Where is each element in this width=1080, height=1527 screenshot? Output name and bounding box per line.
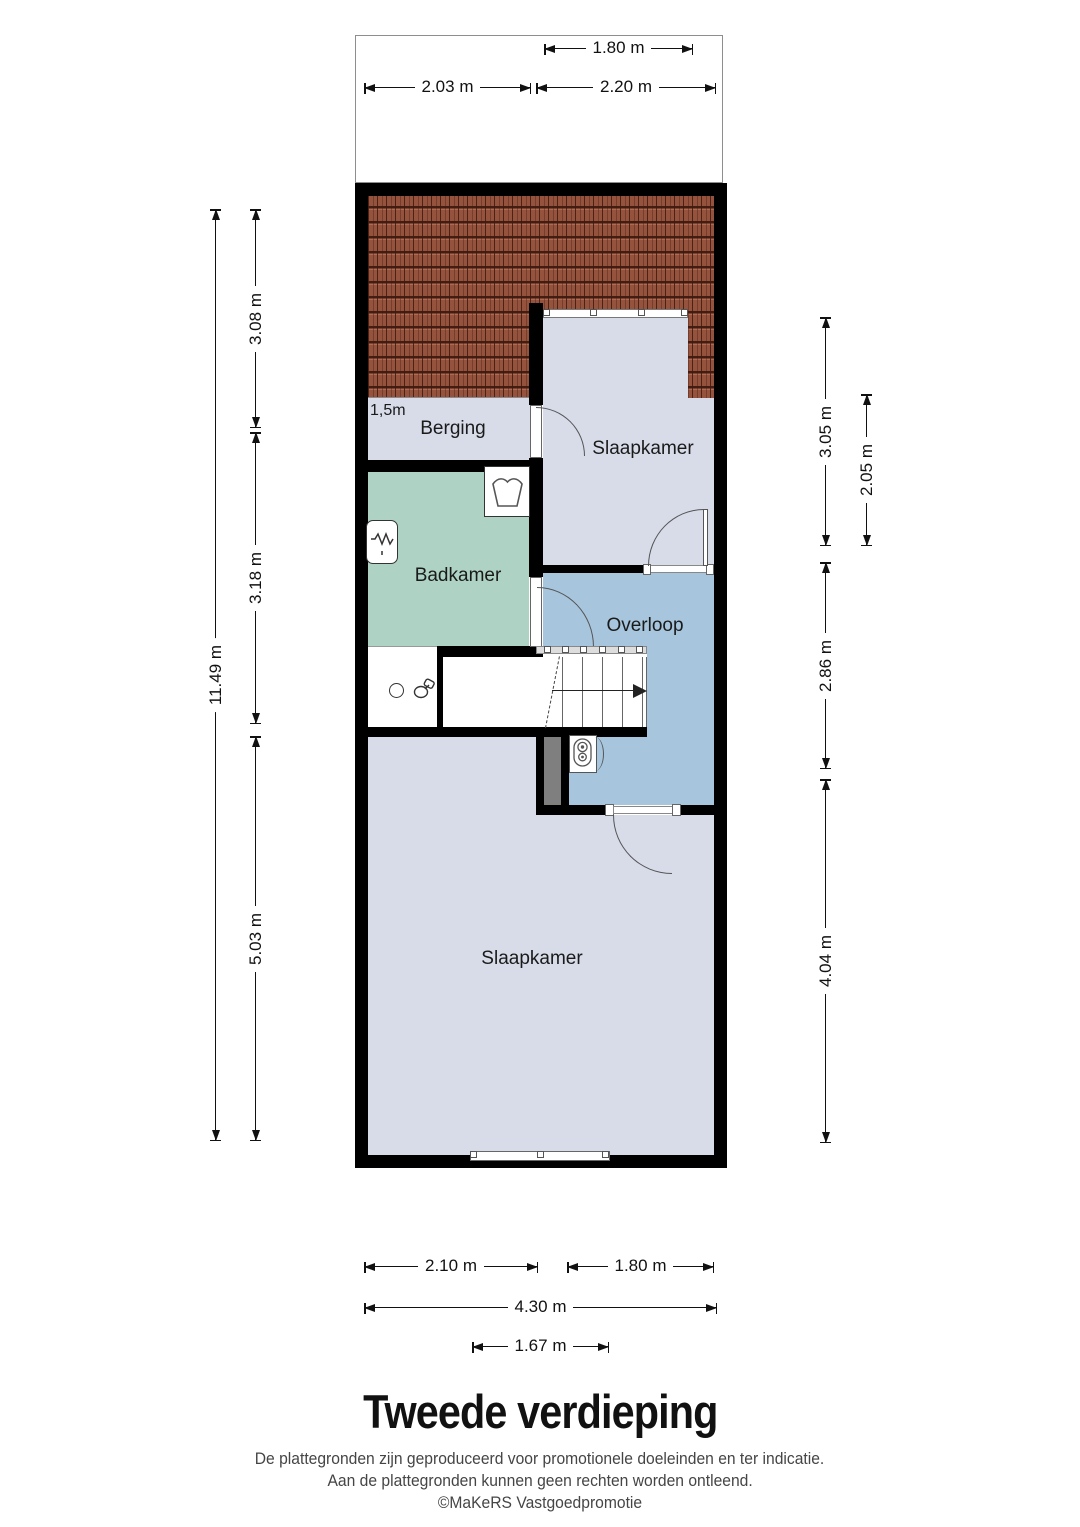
wall-shaft-right [561,737,569,810]
dimension-label: 4.30 m [508,1297,574,1317]
toilet-icon [569,735,597,773]
dimension-top-left [365,77,530,97]
dimension-label: 2.05 m [857,437,877,503]
dimension-top-dormer-right [545,38,692,58]
dimension-label: 1.80 m [608,1256,674,1276]
room-height-marker: 1,5m [370,402,406,419]
dimension-left-total [206,210,225,1140]
room-slaapkamer-onder-a [368,737,536,815]
wall-overloop-bottom-left [544,805,613,815]
window-post [590,309,597,316]
dimension-top-right [537,77,715,97]
wall-shaft-left [536,737,544,815]
balustrade-post [599,646,606,653]
window-post [681,309,688,316]
wall-slaapkamer-boven-bottom [529,565,643,573]
dimension-label: 2.03 m [415,77,481,97]
dimension-right-seg2 [816,563,835,768]
faucet-icon [412,676,438,702]
dimension-label: 3.18 m [246,545,266,611]
disclaimer-line-1: De plattegronden zijn geproduceerd voor promotionele doeleinden en ter indicatie. [255,1449,825,1468]
window-post [543,309,550,316]
stairs-balustrade [536,646,647,654]
dimension-label: 3.05 m [816,399,836,465]
dimension-label: 4.04 m [816,928,836,994]
dimension-bottom-left [365,1256,537,1276]
radiator-icon [366,520,398,564]
stair-tread [602,657,603,727]
stairs-direction-line [552,690,634,691]
dimension-left-seg1 [246,210,265,427]
dimension-right-inner [857,395,876,545]
dimension-right-seg1 [816,318,835,545]
window-slaapkamer-boven [543,309,688,318]
balustrade-post [618,646,625,653]
dimension-label: 11.49 m [206,638,226,712]
window-post [470,1151,477,1158]
wall-top [355,183,727,196]
stair-tread [562,657,563,727]
dimension-right-seg3 [816,780,835,1142]
dimension-label: 5.03 m [246,906,266,972]
dimension-label: 1.67 m [508,1336,574,1356]
dimension-label: 2.10 m [418,1256,484,1276]
dimension-bottom-total [365,1297,716,1317]
room-label-berging: Berging [420,418,486,439]
door-slaapkamer-onder-leaf [613,806,674,814]
dimension-label: 1.80 m [586,38,652,58]
wall-badkamer-right [529,472,543,577]
door-frame [672,804,681,816]
dimension-label: 2.20 m [593,77,659,97]
room-label-slaapkamer-boven: Slaapkamer [592,438,694,459]
duct-shaft [544,737,561,806]
window-slaapkamer-onder [470,1151,610,1161]
balustrade-post [562,646,569,653]
balustrade-post [544,646,551,653]
dimension-bottom-right [568,1256,713,1276]
wall-right [714,183,727,1168]
window-post [537,1151,544,1158]
room-slaapkamer-boven-a [543,309,688,398]
dimension-left-seg3 [246,737,265,1140]
stair-tread [622,657,623,727]
room-label-slaapkamer-onder: Slaapkamer [481,948,583,969]
dimension-label: 2.86 m [816,633,836,699]
room-label-overloop: Overloop [606,615,684,636]
stairs [443,657,647,727]
room-overloop-b [647,653,714,805]
washing-machine-icon [484,466,530,517]
window-post [638,309,645,316]
sink-icon [389,683,404,698]
floor-title-text: Tweede verdieping [362,1385,718,1438]
wall-badkamer-bottom [437,646,533,657]
wall-stairs-bottom [368,727,647,737]
balustrade-post [636,646,643,653]
wall-overloop-bottom-right [673,805,727,815]
disclaimer-line-2: Aan de plattegronden kunnen geen rechten worden ontleend. [327,1471,753,1490]
room-label-badkamer: Badkamer [414,565,502,586]
dormer-outline [355,35,723,183]
dimension-label: 3.08 m [246,286,266,352]
floor-title [0,1384,1080,1439]
copyright-line: ©MaKeRS Vastgoedpromotie [437,1493,643,1512]
dimension-left-seg2 [246,433,265,723]
stairs-direction-arrowhead [633,684,647,698]
door-slaapkamer-boven-threshold [650,565,707,573]
window-post [602,1151,609,1158]
dimension-bottom-window [473,1336,608,1356]
stair-tread [582,657,583,727]
balustrade-post [580,646,587,653]
wall-left [355,183,368,1168]
wall-berging-slaapkamer [529,303,543,405]
